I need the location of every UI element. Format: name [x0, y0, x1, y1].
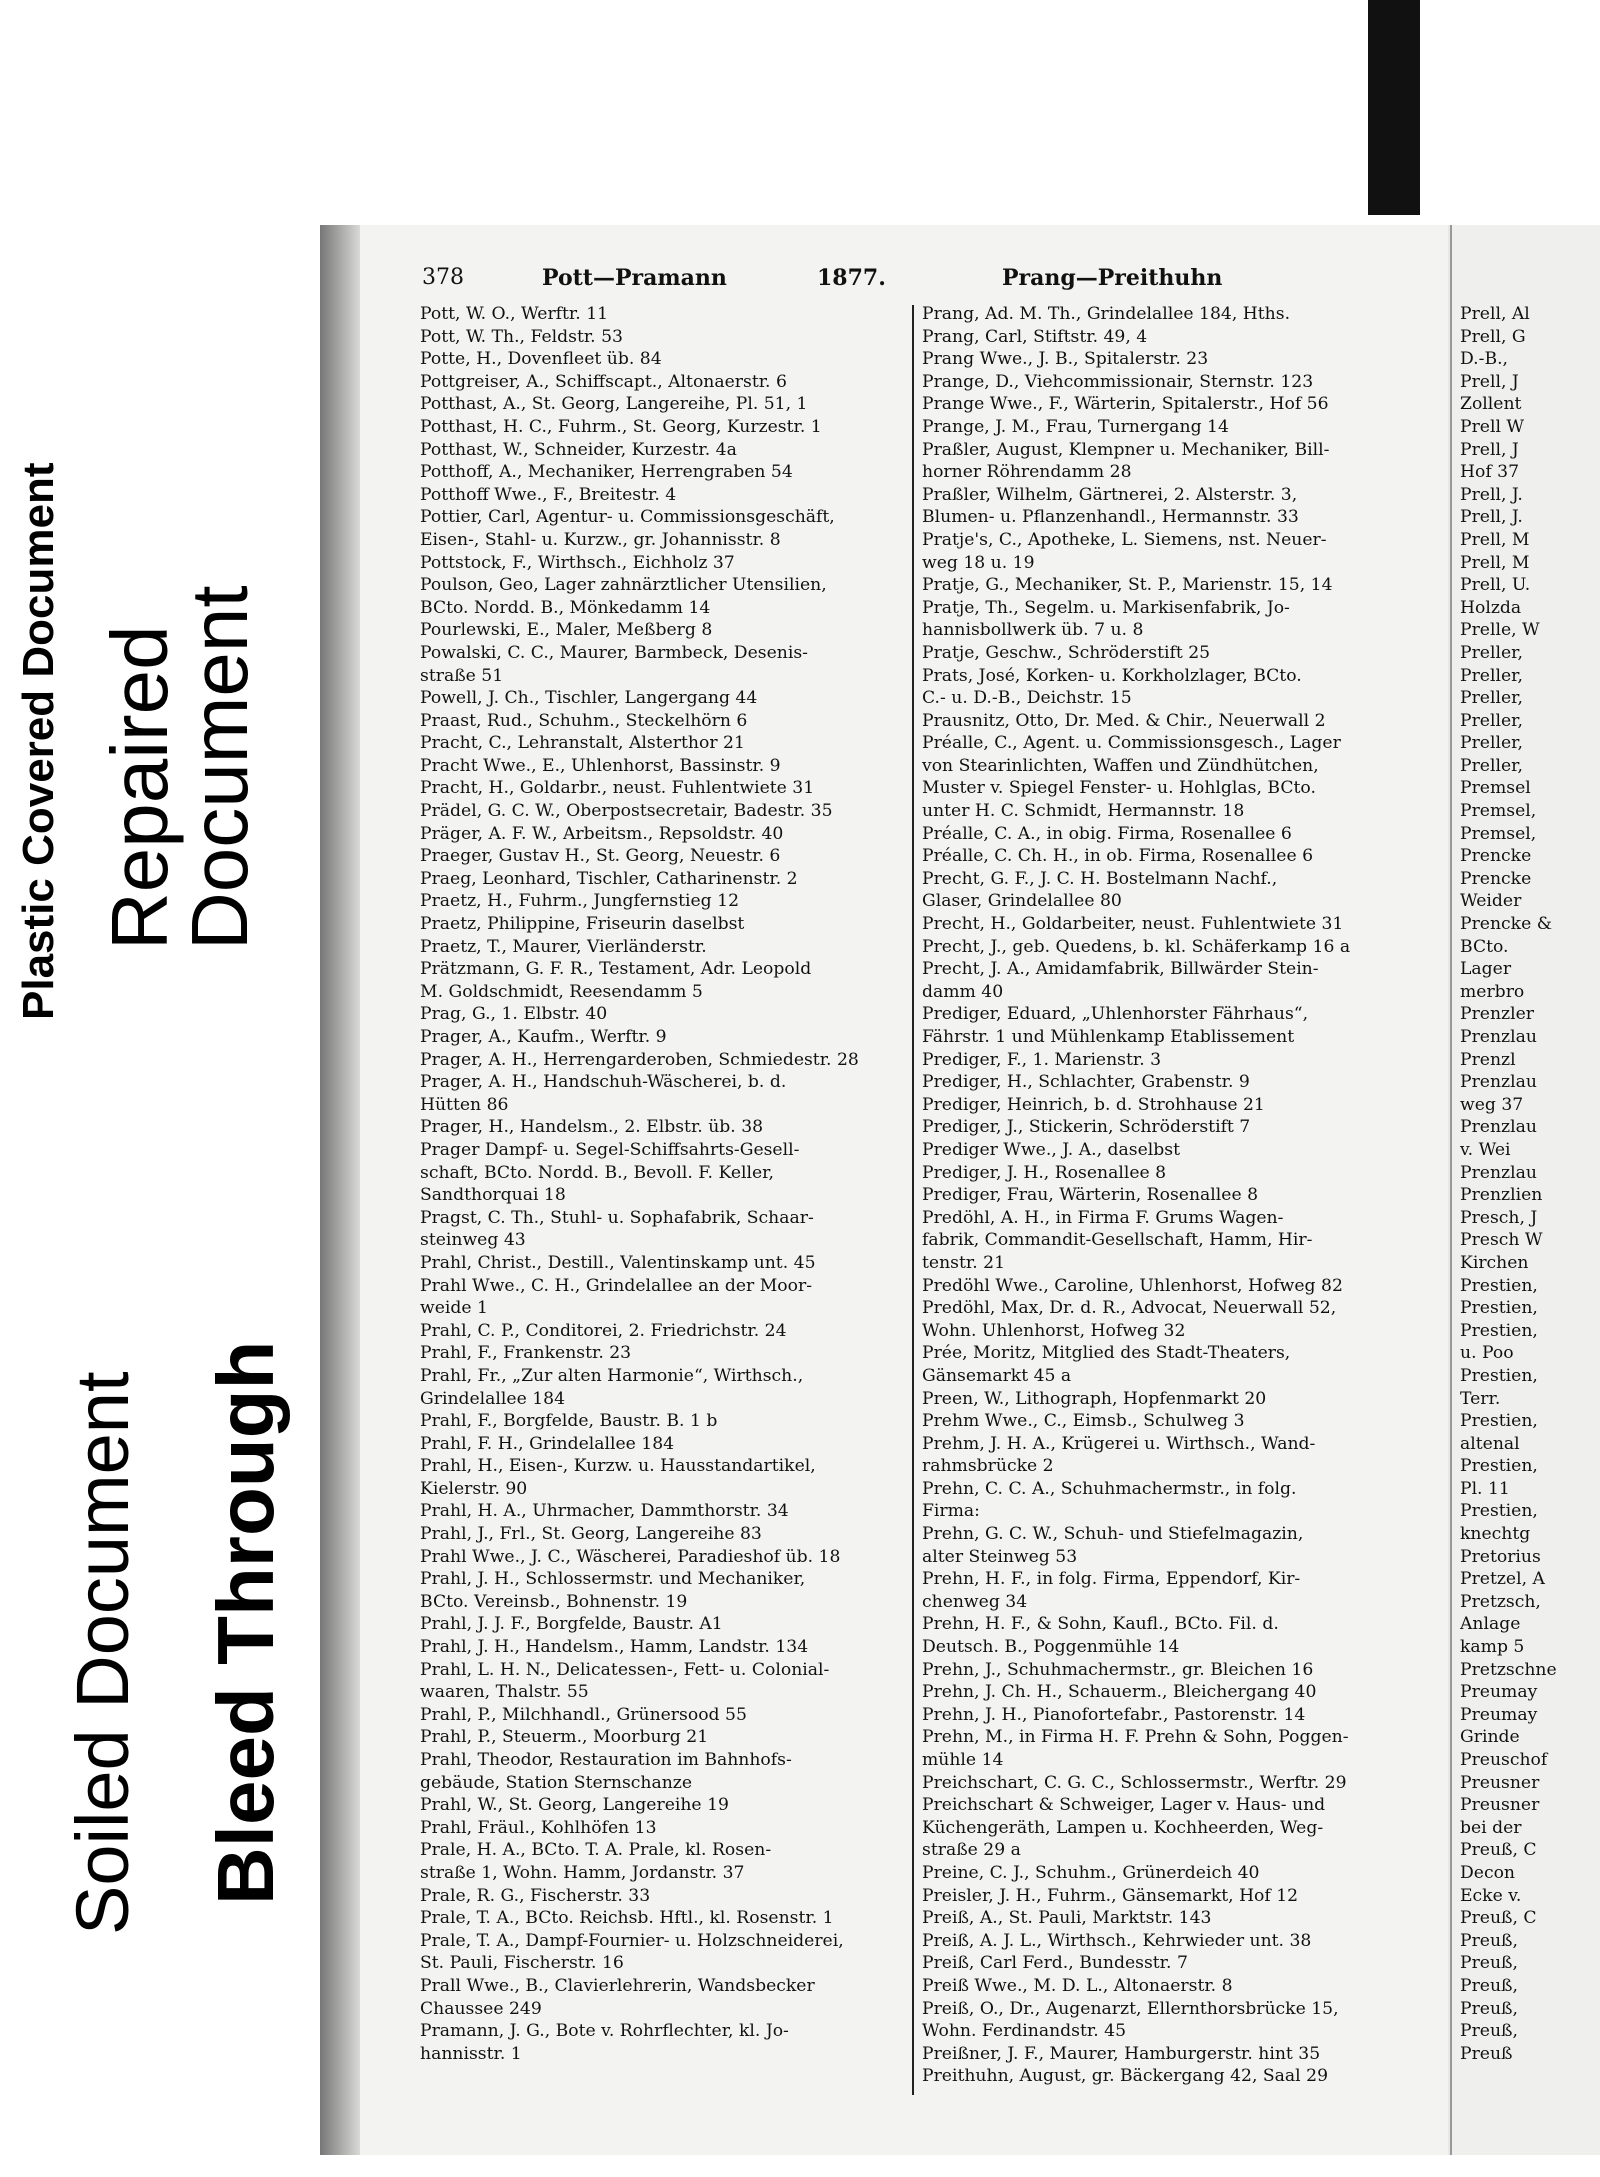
adjacent-page-lines [1460, 303, 1557, 2065]
directory-entry: Preiß Wwe., M. D. L., Altonaerstr. 8 [922, 1975, 1233, 1996]
directory-entry: Prahl, W., St. Georg, Langereihe 19 [420, 1795, 729, 1816]
directory-entry: Chaussee 249 [420, 1998, 542, 2019]
directory-entry: Prall Wwe., B., Clavierlehrerin, Wandsbecker [420, 1975, 815, 1996]
label-repaired-line1: Repaired [95, 625, 184, 950]
fragment-line: Hof 37 [1460, 462, 1520, 483]
directory-entry: Prädel, G. C. W., Oberpostsecretair, Badestr. 35 [420, 801, 833, 822]
fragment-line: Prestien, [1460, 1298, 1538, 1319]
fragment-line: D.-B., [1460, 349, 1508, 370]
fragment-line: Prestien, [1460, 1365, 1538, 1386]
directory-entry: Prediger, Eduard, „Uhlenhorster Fährhaus“, [922, 1004, 1309, 1025]
fragment-line: Prell, J [1460, 371, 1519, 392]
directory-entry: Preisler, J. H., Fuhrm., Gänsemarkt, Hof 12 [922, 1885, 1299, 1906]
fragment-line: Preuschof [1460, 1750, 1548, 1770]
directory-entry: Potthast, A., St. Georg, Langereihe, Pl. 51, 1 [420, 394, 808, 415]
fragment-line: kamp 5 [1460, 1637, 1525, 1658]
directory-entry: Predöhl Wwe., Caroline, Uhlenhorst, Hofweg 82 [922, 1275, 1343, 1296]
directory-entry: Potte, H., Dovenfleet üb. 84 [420, 349, 662, 370]
fragment-line: Decon [1460, 1862, 1515, 1883]
directory-entry: straße 51 [420, 665, 504, 686]
directory-entry: Praßler, Wilhelm, Gärtnerei, 2. Alsterstr. 3, [922, 484, 1298, 505]
directory-entry: Pratje's, C., Apotheke, L. Siemens, nst. Neuer- [922, 529, 1327, 550]
directory-entry: Powalski, C. C., Maurer, Barmbeck, Desenis- [420, 642, 808, 663]
directory-entry: Potthast, W., Schneider, Kurzestr. 4a [420, 439, 737, 460]
label-soiled: Soiled Document [61, 1371, 144, 1935]
header-left-range: Pott—Pramann [542, 265, 727, 291]
right-column [922, 303, 1392, 2088]
directory-entry: gebäude, Station Sternschanze [420, 1772, 693, 1793]
directory-entry: Prale, T. A., Dampf-Fournier- u. Holzschneiderei, [420, 1930, 844, 1951]
directory-entry: Preißner, J. F., Maurer, Hamburgerstr. hint 35 [922, 2043, 1321, 2064]
fragment-line: v. Wei [1460, 1139, 1511, 1160]
fragment-line: Pretorius [1460, 1546, 1541, 1567]
fragment-line: Prenzlau [1460, 1072, 1537, 1093]
directory-entry: horner Röhrendamm 28 [922, 462, 1132, 483]
fragment-line: Zollent [1460, 394, 1522, 415]
directory-entry: Potthoff Wwe., F., Breitestr. 4 [420, 484, 677, 505]
fragment-line: Presch, J [1460, 1207, 1538, 1228]
directory-entry: Pracht, C., Lehranstalt, Alsterthor 21 [420, 733, 745, 754]
directory-entry: Prahl, F., Borgfelde, Baustr. B. 1 b [420, 1411, 718, 1432]
fragment-line: Preuß, [1460, 1975, 1518, 1996]
directory-entry: Prätzmann, G. F. R., Testament, Adr. Leopold [420, 959, 812, 980]
fragment-line: Pretzsch, [1460, 1591, 1541, 1612]
directory-entry: Preen, W., Lithograph, Hopfenmarkt 20 [922, 1388, 1267, 1409]
directory-entry: straße 1, Wohn. Hamm, Jordanstr. 37 [420, 1862, 745, 1883]
directory-entry: Powell, J. Ch., Tischler, Langergang 44 [420, 688, 758, 709]
directory-entry: Wohn. Ferdinandstr. 45 [922, 2021, 1127, 2042]
directory-entry: Prée, Moritz, Mitglied des Stadt-Theaters, [922, 1343, 1291, 1364]
directory-entry: Prang, Ad. M. Th., Grindelallee 184, Hths. [922, 304, 1291, 324]
directory-entry: Prager, A. H., Handschuh-Wäscherei, b. d. [420, 1072, 787, 1093]
directory-entry: Prahl, Fräul., Kohlhöfen 13 [420, 1817, 657, 1838]
fragment-line: Prenzlau [1460, 1117, 1537, 1138]
fragment-line: Prestien, [1460, 1456, 1538, 1477]
directory-entry: Praetz, H., Fuhrm., Jungfernstieg 12 [420, 891, 740, 912]
directory-entry: Prahl, J. H., Handelsm., Hamm, Landstr. 134 [420, 1637, 809, 1658]
fragment-line: Presch W [1460, 1230, 1543, 1251]
directory-entry: St. Pauli, Fischerstr. 16 [420, 1953, 624, 1974]
directory-entry: Pottgreiser, A., Schiffscapt., Altonaerstr. 6 [420, 371, 787, 392]
fragment-line: Preller, [1460, 733, 1523, 754]
directory-entry: Préalle, C. Ch. H., in ob. Firma, Rosenallee 6 [922, 846, 1314, 867]
book-scan [320, 225, 1600, 2155]
directory-entry: Praetz, T., Maurer, Vierländerstr. [420, 936, 707, 957]
directory-entry: hannisstr. 1 [420, 2043, 522, 2064]
directory-entry: Precht, J. A., Amidamfabrik, Billwärder Stein- [922, 959, 1319, 980]
directory-entry: Prehn, G. C. W., Schuh- und Stiefelmagazin, [922, 1524, 1304, 1545]
fragment-line: Preller, [1460, 755, 1523, 776]
directory-entry: Pramann, J. G., Bote v. Rohrflechter, kl. Jo- [420, 2021, 789, 2042]
directory-entry: Fährstr. 1 und Mühlenkamp Etablissement [922, 1027, 1295, 1047]
directory-entry: Potthoff, A., Mechaniker, Herrengraben 54 [420, 462, 793, 483]
directory-entry: Prahl, H. A., Uhrmacher, Dammthorstr. 34 [420, 1501, 789, 1522]
directory-entry: BCto. Vereinsb., Bohnenstr. 19 [420, 1591, 688, 1612]
directory-entry: rahmsbrücke 2 [922, 1456, 1054, 1477]
left-column [420, 303, 898, 2065]
fragment-line: Prestien, [1460, 1411, 1538, 1432]
fragment-line: knechtg [1460, 1524, 1531, 1545]
fragment-line: Preusner [1460, 1772, 1540, 1793]
header-right-range: Prang—Preithuhn [1002, 265, 1223, 291]
directory-entry: Grindelallee 184 [420, 1388, 566, 1409]
fragment-line: merbro [1460, 981, 1525, 1002]
fragment-line: Prestien, [1460, 1275, 1538, 1296]
directory-entry: Prange Wwe., F., Wärterin, Spitalerstr., Hof 56 [922, 394, 1329, 415]
fragment-line: Prell, U. [1460, 575, 1531, 596]
fragment-line: Preller, [1460, 665, 1523, 686]
directory-entry: Preiß, A. J. L., Wirthsch., Kehrwieder unt. 38 [922, 1930, 1312, 1951]
fragment-line: Preusner [1460, 1795, 1540, 1816]
adjacent-page-fragment [1450, 225, 1600, 2155]
spine-shadow [320, 225, 360, 2155]
directory-entry: tenstr. 21 [922, 1252, 1005, 1273]
directory-entry: Pott, W. O., Werftr. 11 [420, 304, 609, 324]
directory-entry: hannisbollwerk üb. 7 u. 8 [922, 620, 1144, 641]
fragment-line: Prell W [1460, 416, 1525, 437]
directory-entry: unter H. C. Schmidt, Hermannstr. 18 [922, 801, 1245, 822]
directory-entry: Hütten 86 [420, 1094, 509, 1115]
directory-entry: Eisen-, Stahl- u. Kurzw., gr. Johannisstr. 8 [420, 529, 781, 550]
fragment-line: u. Poo [1460, 1343, 1514, 1364]
directory-entry: BCto. Nordd. B., Mönkedamm 14 [420, 597, 711, 618]
fragment-line: Kirchen [1460, 1252, 1529, 1273]
directory-entry: Prats, José, Korken- u. Korkholzlager, BCto. [922, 665, 1302, 686]
fragment-line: Prell, M [1460, 529, 1530, 550]
fragment-line: Preuß, [1460, 1953, 1518, 1974]
directory-entry: chenweg 34 [922, 1591, 1028, 1612]
directory-entry: Firma: [922, 1501, 980, 1522]
directory-entry: Pott, W. Th., Feldstr. 53 [420, 326, 623, 347]
directory-entry: Prediger, J., Stickerin, Schröderstift 7 [922, 1117, 1251, 1138]
fragment-line: Holzda [1460, 597, 1522, 618]
fragment-line: Preumay [1460, 1682, 1538, 1703]
label-plastic-covered: Plastic Covered Document [14, 462, 63, 1020]
fragment-line: Preuß, [1460, 2021, 1518, 2042]
directory-entry: Deutsch. B., Poggenmühle 14 [922, 1637, 1180, 1658]
directory-entry: damm 40 [922, 981, 1004, 1002]
directory-entry: Praeg, Leonhard, Tischler, Catharinenstr. 2 [420, 868, 798, 889]
directory-entry: Blumen- u. Pflanzenhandl., Hermannstr. 33 [922, 507, 1299, 528]
directory-entry: Preichschart, C. G. C., Schlossermstr., Werftr. 29 [922, 1772, 1347, 1793]
directory-entry: Muster v. Spiegel Fenster- u. Hohlglas, BCto. [922, 778, 1316, 799]
directory-entry: Prediger, J. H., Rosenallee 8 [922, 1162, 1167, 1183]
fragment-line: Prestien, [1460, 1320, 1538, 1341]
fragment-line: Prell, Al [1460, 304, 1530, 324]
fragment-line: Prell, J [1460, 439, 1519, 460]
directory-entry: Pragst, C. Th., Stuhl- u. Sophafabrik, Schaar- [420, 1207, 814, 1228]
directory-entry: schaft, BCto. Nordd. B., Bevoll. F. Keller, [420, 1162, 774, 1183]
directory-entry: Praetz, Philippine, Friseurin daselbst [420, 914, 745, 935]
fragment-line: weg 37 [1460, 1094, 1524, 1115]
directory-entry: Preiß, O., Dr., Augenarzt, Ellernthorsbrücke 15, [922, 1998, 1339, 2019]
directory-entry: Prehn, C. C. A., Schuhmachermstr., in folg. [922, 1478, 1297, 1499]
directory-entry: Precht, H., Goldarbeiter, neust. Fuhlentwiete 31 [922, 914, 1344, 935]
directory-entry: Preichschart & Schweiger, Lager v. Haus- und [922, 1795, 1326, 1816]
directory-entry: Potthast, H. C., Fuhrm., St. Georg, Kurzestr. 1 [420, 416, 822, 437]
directory-entry: C.- u. D.-B., Deichstr. 15 [922, 688, 1132, 709]
directory-entry: Prahl, J. J. F., Borgfelde, Baustr. A1 [420, 1614, 723, 1635]
directory-entry: Prale, T. A., BCto. Reichsb. Hftl., kl. Rosenstr. 1 [420, 1908, 834, 1929]
directory-entry: Pottier, Carl, Agentur- u. Commissionsgeschäft, [420, 507, 835, 528]
fragment-line: Grinde [1460, 1727, 1520, 1748]
directory-entry: Predöhl, A. H., in Firma F. Grums Wagen- [922, 1207, 1284, 1228]
directory-entry: Prediger, Frau, Wärterin, Rosenallee 8 [922, 1185, 1259, 1206]
directory-entry: Pratje, Geschw., Schröderstift 25 [922, 642, 1211, 663]
directory-entry: Gänsemarkt 45 a [922, 1365, 1072, 1386]
directory-entry: Prediger, F., 1. Marienstr. 3 [922, 1049, 1162, 1070]
fragment-line: Preuß [1460, 2043, 1513, 2064]
directory-entry: Pourlewski, E., Maler, Meßberg 8 [420, 620, 713, 641]
directory-entry: Prehn, M., in Firma H. F. Prehn & Sohn, Poggen- [922, 1727, 1349, 1748]
directory-entry: Prahl, C. P., Conditorei, 2. Friedrichstr. 24 [420, 1320, 787, 1341]
fragment-line: Prencke & [1460, 914, 1552, 935]
column-divider [912, 305, 914, 2095]
directory-entry: Preithuhn, August, gr. Bäckergang 42, Saal 29 [922, 2066, 1329, 2087]
directory-entry: Prahl, F., Frankenstr. 23 [420, 1343, 632, 1364]
fragment-line: Preumay [1460, 1704, 1538, 1725]
directory-entry: Prang Wwe., J. B., Spitalerstr. 23 [922, 349, 1209, 370]
fragment-line: altenal [1460, 1433, 1520, 1454]
directory-entry: von Stearinlichten, Waffen und Zündhütchen, [922, 755, 1319, 776]
directory-entry: Prehn, H. F., in folg. Firma, Eppendorf, Kir- [922, 1569, 1301, 1590]
directory-entry: Precht, J., geb. Quedens, b. kl. Schäferkamp 16 a [922, 936, 1351, 957]
directory-entry: Preiß, A., St. Pauli, Marktstr. 143 [922, 1908, 1212, 1929]
directory-entry: Praast, Rud., Schuhm., Steckelhörn 6 [420, 710, 748, 731]
directory-entry: mühle 14 [922, 1750, 1004, 1770]
page-number: 378 [422, 265, 464, 290]
fragment-line: Ecke v. [1460, 1885, 1522, 1906]
directory-entry: Kielerstr. 90 [420, 1478, 528, 1499]
fragment-line: Prenzlau [1460, 1027, 1537, 1047]
directory-entry: Prange, D., Viehcommissionair, Sternstr. 123 [922, 371, 1314, 392]
directory-entry: Prang, Carl, Stiftstr. 49, 4 [922, 326, 1148, 347]
directory-entry: Prediger Wwe., J. A., daselbst [922, 1139, 1180, 1160]
directory-entry: Prager, H., Handelsm., 2. Elbstr. üb. 38 [420, 1117, 764, 1138]
fragment-line: Premsel, [1460, 801, 1537, 822]
fragment-line: Pretzschne [1460, 1659, 1557, 1680]
fragment-line: Prenzl [1460, 1049, 1516, 1070]
fragment-line: Prell, J. [1460, 507, 1523, 528]
directory-entry: Prahl Wwe., C. H., Grindelallee an der Moor- [420, 1275, 813, 1296]
header-year: 1877. [817, 265, 886, 291]
directory-entry: Prahl, H., Eisen-, Kurzw. u. Hausstandartikel, [420, 1456, 816, 1477]
directory-entry: Präger, A. F. W., Arbeitsm., Repsoldstr. 40 [420, 823, 784, 844]
directory-entry: Poulson, Geo, Lager zahnärztlicher Utensilien, [420, 575, 827, 596]
directory-entry: Prahl, J., Frl., St. Georg, Langereihe 83 [420, 1524, 762, 1545]
fragment-line: Prestien, [1460, 1501, 1538, 1522]
fragment-line: Preuß, [1460, 1930, 1518, 1951]
directory-page [360, 225, 1448, 2155]
directory-entry: Prag, G., 1. Elbstr. 40 [420, 1004, 608, 1025]
directory-entry: weide 1 [420, 1298, 488, 1319]
directory-entry: alter Steinweg 53 [922, 1546, 1078, 1567]
directory-entry: Prale, H. A., BCto. T. A. Prale, kl. Rosen- [420, 1840, 772, 1861]
directory-entry: Prediger, Heinrich, b. d. Strohhause 21 [922, 1094, 1265, 1115]
directory-entry: waaren, Thalstr. 55 [420, 1682, 589, 1703]
directory-entry: M. Goldschmidt, Reesendamm 5 [420, 981, 703, 1002]
directory-entry: Prager, A. H., Herrengarderoben, Schmiedestr. 28 [420, 1049, 859, 1070]
fragment-line: Preller, [1460, 688, 1523, 709]
directory-entry: fabrik, Commandit-Gesellschaft, Hamm, Hir- [922, 1230, 1313, 1251]
fragment-line: Prencke [1460, 846, 1532, 867]
annotation-labels [0, 0, 300, 2177]
fragment-line: Anlage [1460, 1614, 1521, 1635]
fragment-line: Preller, [1460, 642, 1523, 663]
fragment-line: Terr. [1460, 1388, 1501, 1409]
fragment-line: Premsel [1460, 778, 1531, 799]
fragment-line: Prell, G [1460, 326, 1526, 347]
directory-entry: Prahl, Christ., Destill., Valentinskamp unt. 45 [420, 1252, 816, 1273]
directory-entry: Prale, R. G., Fischerstr. 33 [420, 1885, 651, 1906]
fragment-line: Lager [1460, 959, 1512, 980]
directory-entry: Prahl Wwe., J. C., Wäscherei, Paradieshof üb. 18 [420, 1546, 841, 1567]
directory-entry: Prausnitz, Otto, Dr. Med. & Chir., Neuerwall 2 [922, 710, 1326, 731]
directory-entry: Prahl, F. H., Grindelallee 184 [420, 1433, 675, 1454]
directory-entry: Sandthorquai 18 [420, 1185, 566, 1206]
fragment-line: Prenzler [1460, 1004, 1534, 1025]
page-header [422, 265, 1432, 295]
fragment-line: Preuß, C [1460, 1908, 1537, 1929]
fragment-line: Preuß, [1460, 1998, 1518, 2019]
fragment-line: Prencke [1460, 868, 1532, 889]
directory-entry: Pratje, Th., Segelm. u. Markisenfabrik, Jo- [922, 597, 1290, 618]
directory-entry: Prediger, H., Schlachter, Grabenstr. 9 [922, 1072, 1250, 1093]
directory-entry: Prehn, J. H., Pianofortefabr., Pastorenstr. 14 [922, 1704, 1306, 1725]
label-bleed-through: Bleed Through [201, 1340, 290, 1905]
directory-entry: Pottstock, F., Wirthsch., Eichholz 37 [420, 552, 735, 573]
fragment-line: Premsel, [1460, 823, 1537, 844]
directory-entry: Préalle, C., Agent. u. Commissionsgesch., Lager [922, 733, 1341, 754]
fragment-line: Pretzel, A [1460, 1569, 1545, 1590]
directory-entry: steinweg 43 [420, 1230, 526, 1251]
directory-entry: Praeger, Gustav H., St. Georg, Neuestr. 6 [420, 846, 781, 867]
directory-entry: Prahl, P., Steuerm., Moorburg 21 [420, 1727, 709, 1748]
fragment-line: BCto. [1460, 936, 1509, 957]
directory-entry: Prager Dampf- u. Segel-Schiffsahrts-Gesell- [420, 1139, 800, 1160]
directory-entry: Prehn, J., Schuhmachermstr., gr. Bleichen 16 [922, 1659, 1314, 1680]
directory-entry: Pratje, G., Mechaniker, St. P., Marienstr. 15, 14 [922, 575, 1333, 596]
directory-entry: Praßler, August, Klempner u. Mechaniker, Bill- [922, 439, 1330, 460]
fragment-line: Preller, [1460, 710, 1523, 731]
directory-entry: Preine, C. J., Schuhm., Grünerdeich 40 [922, 1862, 1260, 1883]
directory-entry: Küchengeräth, Lampen u. Kochheerden, Weg- [922, 1817, 1324, 1838]
directory-entry: Préalle, C. A., in obig. Firma, Rosenallee 6 [922, 823, 1292, 844]
fragment-line: Preuß, C [1460, 1840, 1537, 1861]
directory-entry: Predöhl, Max, Dr. d. R., Advocat, Neuerwall 52, [922, 1298, 1337, 1319]
directory-entry: Preiß, Carl Ferd., Bundesstr. 7 [922, 1953, 1188, 1974]
directory-entry: Prange, J. M., Frau, Turnergang 14 [922, 416, 1229, 437]
scan-dark-strip [1368, 0, 1420, 215]
directory-entry: Prahl, Theodor, Restauration im Bahnhofs- [420, 1750, 792, 1770]
directory-entry: Pracht Wwe., E., Uhlenhorst, Bassinstr. 9 [420, 755, 781, 776]
directory-entry: Prehn, H. F., & Sohn, Kaufl., BCto. Fil. d. [922, 1614, 1279, 1635]
directory-entry: straße 29 a [922, 1840, 1021, 1861]
directory-entry: weg 18 u. 19 [922, 552, 1035, 573]
directory-entry: Prager, A., Kaufm., Werftr. 9 [420, 1027, 667, 1047]
fragment-line: Weider [1460, 891, 1522, 912]
directory-entry: Prahl, P., Milchhandl., Grünersood 55 [420, 1704, 747, 1725]
directory-entry: Pracht, H., Goldarbr., neust. Fuhlentwiete 31 [420, 778, 815, 799]
fragment-line: Prell, J. [1460, 484, 1523, 505]
directory-entry: Prahl, Fr., „Zur alten Harmonie“, Wirthsch., [420, 1365, 804, 1386]
fragment-line: Prenzlau [1460, 1162, 1537, 1183]
fragment-line: bei der [1460, 1817, 1522, 1838]
directory-entry: Precht, G. F., J. C. H. Bostelmann Nachf., [922, 868, 1278, 889]
directory-entry: Prehm Wwe., C., Eimsb., Schulweg 3 [922, 1411, 1245, 1432]
directory-entry: Glaser, Grindelallee 80 [922, 891, 1122, 912]
directory-entry: Prehm, J. H. A., Krügerei u. Wirthsch., Wand- [922, 1433, 1316, 1454]
directory-entry: Prehn, J. Ch. H., Schauerm., Bleichergang 40 [922, 1682, 1317, 1703]
fragment-line: Pl. 11 [1460, 1478, 1510, 1499]
directory-entry: Wohn. Uhlenhorst, Hofweg 32 [922, 1320, 1186, 1341]
label-repaired-line2: Document [175, 585, 264, 950]
directory-entry: Prahl, L. H. N., Delicatessen-, Fett- u. Colonial- [420, 1659, 830, 1680]
fragment-line: Prenzlien [1460, 1185, 1543, 1206]
fragment-line: Prelle, W [1460, 620, 1540, 641]
directory-entry: Prahl, J. H., Schlossermstr. und Mechaniker, [420, 1569, 806, 1590]
fragment-line: Prell, M [1460, 552, 1530, 573]
